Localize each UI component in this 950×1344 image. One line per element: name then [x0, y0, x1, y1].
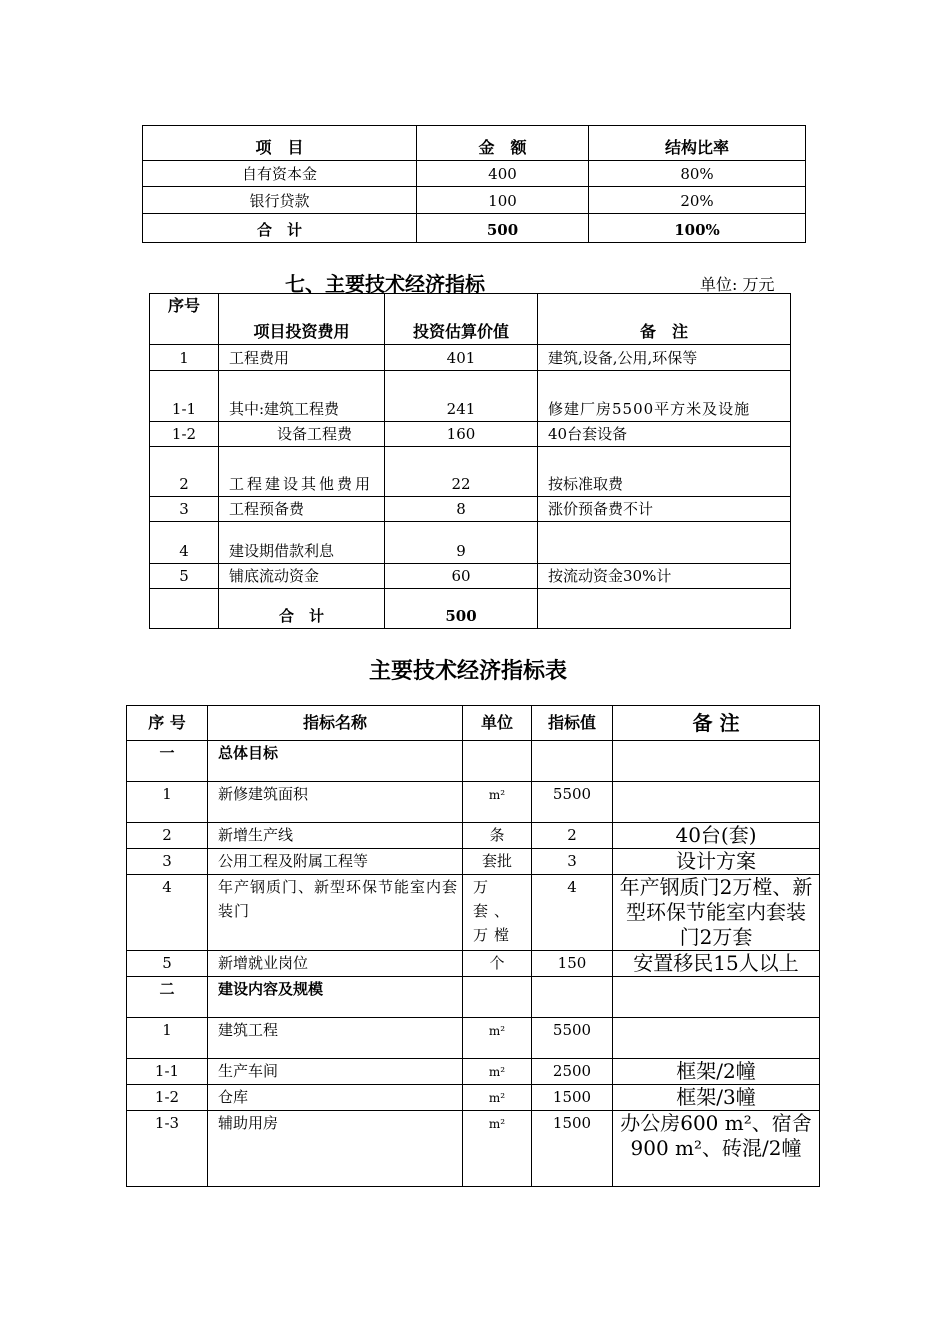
- table-cell: 个: [463, 951, 532, 977]
- total-cell: 合 计: [219, 589, 385, 629]
- table-cell: [538, 589, 791, 629]
- table-cell: 2: [532, 823, 613, 849]
- table-cell: 建筑工程: [208, 1018, 463, 1059]
- table-cell: 一: [127, 741, 208, 782]
- header-cell: 备 注: [538, 294, 791, 345]
- table-cell: 1-3: [127, 1111, 208, 1187]
- table-cell: 4: [127, 875, 208, 951]
- table-row: [150, 522, 791, 564]
- table-cell: 新增就业岗位: [208, 951, 463, 977]
- header-cell: 项 目: [143, 126, 417, 161]
- table-cell: [613, 1018, 820, 1059]
- total-cell: 500: [417, 214, 589, 243]
- table-cell: 公用工程及附属工程等: [208, 849, 463, 875]
- table-cell: 总体目标: [208, 741, 463, 782]
- table-cell: 241: [385, 371, 538, 422]
- table-cell: 5500: [532, 782, 613, 823]
- unit-text: m²: [488, 1024, 506, 1038]
- table-cell: 按流动资金30%计: [538, 564, 791, 589]
- table-cell: 辅助用房: [208, 1111, 463, 1187]
- table-row: [127, 782, 820, 823]
- table-cell: 其中:建筑工程费: [219, 371, 385, 422]
- table-cell: [613, 782, 820, 823]
- table-cell: 1500: [532, 1085, 613, 1111]
- table-cell: 仓库: [208, 1085, 463, 1111]
- table-cell: 5: [150, 564, 219, 589]
- header-cell: 结构比率: [589, 126, 806, 161]
- table-cell: 2: [127, 823, 208, 849]
- unit-text: m²: [488, 788, 506, 802]
- table-cell: 新增生产线: [208, 823, 463, 849]
- table-cell: 银行贷款: [143, 187, 417, 214]
- table-cell: 套批: [463, 849, 532, 875]
- table-cell: [613, 741, 820, 782]
- header-cell: 单位: [463, 706, 532, 741]
- table-title: 主要技术经济指标表: [369, 658, 568, 684]
- table-cell: 1: [150, 345, 219, 371]
- table-cell: 万套、万樘: [463, 875, 532, 951]
- table-cell: 安置移民15人以上: [613, 951, 820, 977]
- table-cell: [532, 977, 613, 1018]
- table-cell: 条: [463, 823, 532, 849]
- table-cell: 建设内容及规模: [208, 977, 463, 1018]
- table-cell: 生产车间: [208, 1059, 463, 1085]
- table-row: [150, 345, 791, 371]
- table-cell: 办公房600 m²、宿舍900 m²、砖混/2幢: [613, 1111, 820, 1187]
- header-cell: 项目投资费用: [219, 294, 385, 345]
- table-row: [150, 371, 791, 422]
- table-row: [127, 849, 820, 875]
- table-row: [127, 1059, 820, 1085]
- table-row: [150, 422, 791, 447]
- total-cell: 合 计: [143, 214, 417, 243]
- table-cell: [463, 741, 532, 782]
- total-cell: 100%: [589, 214, 806, 243]
- total-cell: 500: [385, 589, 538, 629]
- header-cell: 序号: [150, 294, 219, 345]
- table-row: [143, 161, 806, 187]
- table-header-row: [150, 294, 791, 345]
- table-cell: 9: [385, 522, 538, 564]
- unit-text: m²: [488, 1091, 506, 1105]
- table-cell: [613, 977, 820, 1018]
- table-cell: 自有资本金: [143, 161, 417, 187]
- table-cell: 2500: [532, 1059, 613, 1085]
- unit-cell: [463, 1059, 532, 1085]
- table-cell: 1-1: [127, 1059, 208, 1085]
- unit-cell: [463, 1085, 532, 1111]
- table-header-row: [127, 706, 820, 741]
- table-cell: 400: [417, 161, 589, 187]
- table-cell: 22: [385, 447, 538, 497]
- table-cell: 工程费用: [219, 345, 385, 371]
- table-row: [127, 1018, 820, 1059]
- unit-text: m²: [488, 1065, 506, 1079]
- funding-table: [142, 125, 806, 243]
- table-cell: 工程预备费: [219, 497, 385, 522]
- table-cell: 1-2: [127, 1085, 208, 1111]
- table-cell: 60: [385, 564, 538, 589]
- table-cell: [150, 589, 219, 629]
- table-cell: 20%: [589, 187, 806, 214]
- table-cell: 年产钢质门2万樘、新型环保节能室内套装门2万套: [613, 875, 820, 951]
- table-header-row: [143, 126, 806, 161]
- header-cell: 序 号: [127, 706, 208, 741]
- table-row: [127, 951, 820, 977]
- unit-text: m²: [488, 1117, 506, 1131]
- table-cell: 设备工程费: [219, 422, 385, 447]
- table-cell: 40台(套): [613, 823, 820, 849]
- indicators-table: [126, 705, 820, 1187]
- table-cell: 401: [385, 345, 538, 371]
- table-cell: 年产钢质门、新型环保节能室内套装门: [208, 875, 463, 951]
- table-cell: 按标准取费: [538, 447, 791, 497]
- total-row: [150, 589, 791, 629]
- header-cell: 金 额: [417, 126, 589, 161]
- table-row: [127, 1085, 820, 1111]
- table-cell: 1-1: [150, 371, 219, 422]
- table-cell: [532, 741, 613, 782]
- table-cell: 150: [532, 951, 613, 977]
- table-cell: 2: [150, 447, 219, 497]
- table-cell: 40台套设备: [538, 422, 791, 447]
- table-cell: 建设期借款利息: [219, 522, 385, 564]
- section-title: 七、主要技术经济指标: [285, 272, 485, 296]
- table-cell: 1: [127, 782, 208, 823]
- table-cell: 涨价预备费不计: [538, 497, 791, 522]
- unit-cell: [463, 1018, 532, 1059]
- table-cell: 100: [417, 187, 589, 214]
- table-cell: 80%: [589, 161, 806, 187]
- table-row: [127, 875, 820, 951]
- table-cell: 铺底流动资金: [219, 564, 385, 589]
- table-cell: 建筑,设备,公用,环保等: [538, 345, 791, 371]
- unit-cell: [463, 1111, 532, 1187]
- table-cell: [463, 977, 532, 1018]
- table-cell: [538, 522, 791, 564]
- table-cell: 8: [385, 497, 538, 522]
- header-cell: 投资估算价值: [385, 294, 538, 345]
- table-cell: 4: [150, 522, 219, 564]
- table-cell: 3: [532, 849, 613, 875]
- header-cell: 指标名称: [208, 706, 463, 741]
- table-cell: 工程建设其他费用: [219, 447, 385, 497]
- table-cell: 框架/2幢: [613, 1059, 820, 1085]
- table-row: [143, 187, 806, 214]
- table-row: [150, 447, 791, 497]
- table-cell: 3: [150, 497, 219, 522]
- unit-label: 单位: 万元: [700, 275, 775, 294]
- table-row: [127, 741, 820, 782]
- table-cell: 5: [127, 951, 208, 977]
- table-row: [127, 1111, 820, 1187]
- header-cell: 指标值: [532, 706, 613, 741]
- table-cell: 新修建筑面积: [208, 782, 463, 823]
- table-row: [127, 823, 820, 849]
- table-cell: 160: [385, 422, 538, 447]
- investment-table: [149, 293, 791, 629]
- table-row: [150, 497, 791, 522]
- table-cell: 二: [127, 977, 208, 1018]
- header-cell: 备 注: [613, 706, 820, 741]
- table-row: [127, 977, 820, 1018]
- table-cell: 5500: [532, 1018, 613, 1059]
- table-cell: 1: [127, 1018, 208, 1059]
- table-cell: 设计方案: [613, 849, 820, 875]
- table-cell: 4: [532, 875, 613, 951]
- table-cell: 修建厂房5500平方米及设施: [538, 371, 791, 422]
- table-cell: 框架/3幢: [613, 1085, 820, 1111]
- table-cell: 1500: [532, 1111, 613, 1187]
- table-row: [150, 564, 791, 589]
- table-cell: 3: [127, 849, 208, 875]
- unit-cell: [463, 782, 532, 823]
- total-row: [143, 214, 806, 243]
- table-cell: 1-2: [150, 422, 219, 447]
